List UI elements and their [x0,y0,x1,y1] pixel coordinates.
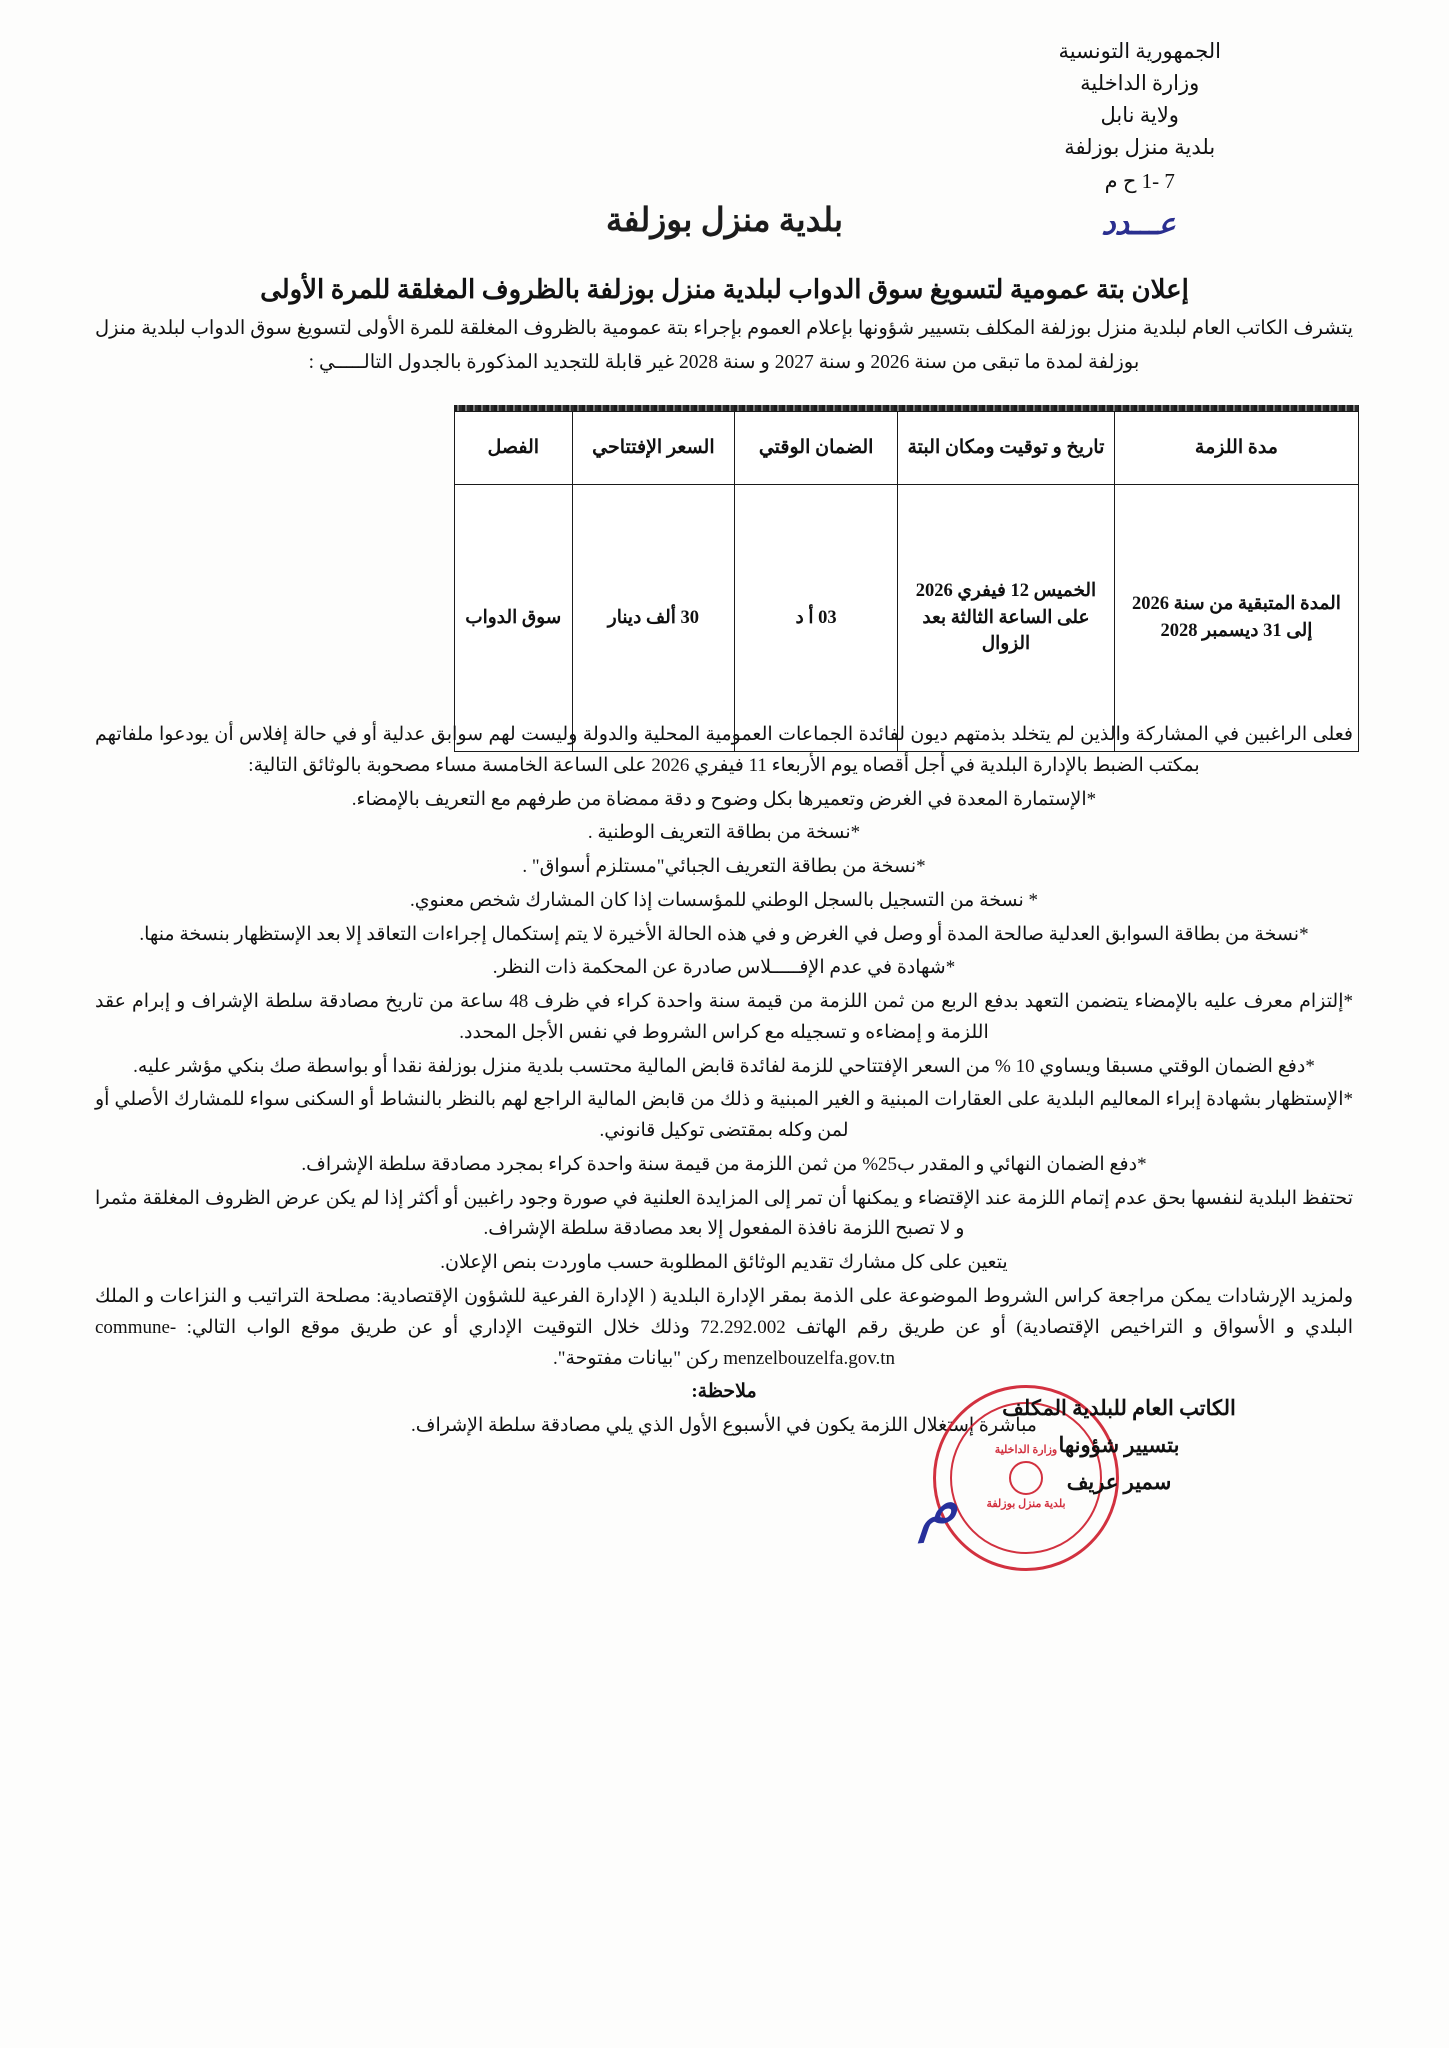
information-paragraph: ولمزيد الإرشادات يمكن مراجعة كراس الشروط الموضوعة على الذمة بمقر الإدارة البلدية ( الإدارة الفرعية للشؤون الإقتصادية: مصلحة التراتيب و النزاعات و الملك البلدي و الأسواق و التراخيص الإقتصادية) أو عن طريق رقم الهاتف 72.292.002 وذلك خلال التوقيت الإداري أو عن طريق موقع الواب التالي: commune-menzelbouzelfa.gov.tn ركن "بيانات مفتوحة". [95,1286,1353,1369]
signatory-title-line2: بتسيير شؤونها [1058,1432,1180,1457]
table-header-row [455,412,1359,485]
cell-duration: المدة المتبقية من سنة 2026 إلى 31 ديسمبر 2028 [1114,485,1358,752]
auction-table [454,411,1359,752]
required-doc-10: *دفع الضمان النهائي و المقدر ب25% من ثمن اللزمة من قيمة سنة واحدة كراء بمجرد مصادقة سلطة الإشراف. [301,1153,1147,1175]
signatory-title-line1: الكاتب العام للبلدية المكلف [1002,1396,1236,1420]
table-header-datetime: تاريخ و توقيت ومكان البتة [897,412,1114,485]
stamp-bottom-text: بلدية منزل بوزلفة [986,1498,1066,1510]
letterhead-governorate: ولاية نابل [1100,102,1179,127]
required-doc-5: *نسخة من بطاقة السوابق العدلية صالحة المدة أو وصل في الغرض و في هذه الحالة الأخيرة لا يتم إستكمال إجراءات التعاقد إلا بعد الإستظهار بنسخة منها. [139,923,1309,945]
required-doc-2: *نسخة من بطاقة التعريف الوطنية . [587,822,861,844]
required-doc-3: *نسخة من بطاقة التعريف الجبائي"مستلزم أسواق" . [522,856,926,878]
signature-block [909,1390,1329,1500]
cell-chapter: سوق الدواب [455,485,573,752]
table-row [455,485,1359,752]
note-paragraph: مباشرة إستغلال اللزمة يكون في الأسبوع الأول الذي يلي مصادقة سلطة الإشراف. [411,1415,1037,1437]
required-doc-4: * نسخة من التسجيل بالسجل الوطني للمؤسسات إذا كان المشارك شخص معنوي. [409,889,1039,911]
required-doc-8: *دفع الضمان الوقتي مسبقا ويساوي 10 % من السعر الإفتتاحي للزمة لفائدة قابض المالية محتسب بلدية منزل بوزلفة نقدا أو بواسطة صك بنكي مؤشر عليه. [133,1055,1315,1077]
letterhead-municipality: بلدية منزل بوزلفة [1064,134,1216,159]
reserve-paragraph: تحتفظ البلدية لنفسها بحق عدم إتمام اللزمة عند الإقتضاء و يمكنها أن تمر إلى المزايدة العلنية في صورة وجود راغبين أو أكثر إذا لم يكن عرض الظروف المغلقة مثمرا و لا تصبح اللزمة نافذة المفعول إلا بعد مصادقة سلطة الإشراف. [95,1187,1353,1240]
required-doc-6: *شهادة في عدم الإفـــــلاس صادرة عن المحكمة ذات النظر. [492,957,956,979]
body-text [95,720,1353,1445]
required-doc-1: *الإستمارة المعدة في الغرض وتعميرها بكل وضوح و دقة ممضاة من طرفهم مع التعريف بالإمضاء. [351,788,1097,810]
note-label: ملاحظة: [691,1381,757,1403]
handwritten-reference: عـــدد [1100,206,1179,242]
intro-paragraph: يتشرف الكاتب العام لبلدية منزل بوزلفة المكلف بتسيير شؤونها بإعلام العموم بإجراء بتة عمومية بالظروف المغلقة للمرة الأولى لتسويغ سوق الدواب لبلدية منزل بوزلفة لمدة ما تبقى من سنة 2026 و سنة 2027 و سنة 2028 غير قابلة للتجديد المذكورة بالجدول التالـــــي : [95,318,1353,373]
documents-required-note: يتعين على كل مشارك تقديم الوثائق المطلوبة حسب ماوردت بنص الإعلان. [440,1252,1008,1274]
signatory-name: سمير عريف [1066,1469,1172,1494]
letterhead-country: الجمهورية التونسية [1058,39,1221,63]
table-header-chapter: الفصل [455,412,573,485]
eligibility-paragraph: فعلى الراغبين في المشاركة والذين لم يتخلد بذمتهم ديون لفائدة الجماعات العمومية المحلية والدولة وليست لهم سوابق عدلية أو في حالة إفلاس أن يودعوا ملفاتهم بمكتب الضبط بالإدارة البلدية في أجل أقصاه يوم الأربعاء 11 فيفري 2026 على الساعة الخامسة مساء مصحوبة بالوثائق التالية: [95,724,1353,776]
announcement-heading: إعلان بتة عمومية لتسويغ سوق الدواب لبلدية منزل بوزلفة بالظروف المغلقة للمرة الأولى [260,275,1189,304]
required-doc-7: *إلتزام معرف عليه بالإمضاء يتضمن التعهد بدفع الربع من ثمن اللزمة من قيمة سنة واحدة كراء في ظرف 48 ساعة من تاريخ مصادقة سلطة الإشراف و إبرام عقد اللزمة و إمضاءه و تسجيله مع كراس الشروط في نفس الأجل المحدد. [95,991,1353,1043]
cell-deposit: 03 أ د [735,485,898,752]
stamp-top-text: وزارة الداخلية [994,1444,1058,1457]
letterhead-ministry: وزارة الداخلية [1080,70,1200,95]
page-title: بلدية منزل بوزلفة [605,203,844,239]
table-header-deposit: الضمان الوقتي [735,412,898,485]
required-doc-9: *الإستظهار بشهادة إبراء المعاليم البلدية على العقارات المبنية و الغير المبنية و ذلك من قابض المالية الراجع لهم بالنظر بالنشاط أو السكنى سواء للمشارك الأصلي أو لمن وكله بمقتضى توكيل قانوني. [95,1089,1353,1142]
cell-datetime: الخميس 12 فيفري 2026 على الساعة الثالثة بعد الزوال [897,485,1114,752]
reference-number: 7 -1 ح م [1104,168,1175,193]
auction-table-wrapper [454,405,1359,752]
handwritten-signature: ﻡ [916,1465,963,1544]
table-header-price: السعر الإفتتاحي [572,412,735,485]
table-header-duration: مدة اللزمة [1114,412,1358,485]
cell-price: 30 ألف دينار [572,485,735,752]
